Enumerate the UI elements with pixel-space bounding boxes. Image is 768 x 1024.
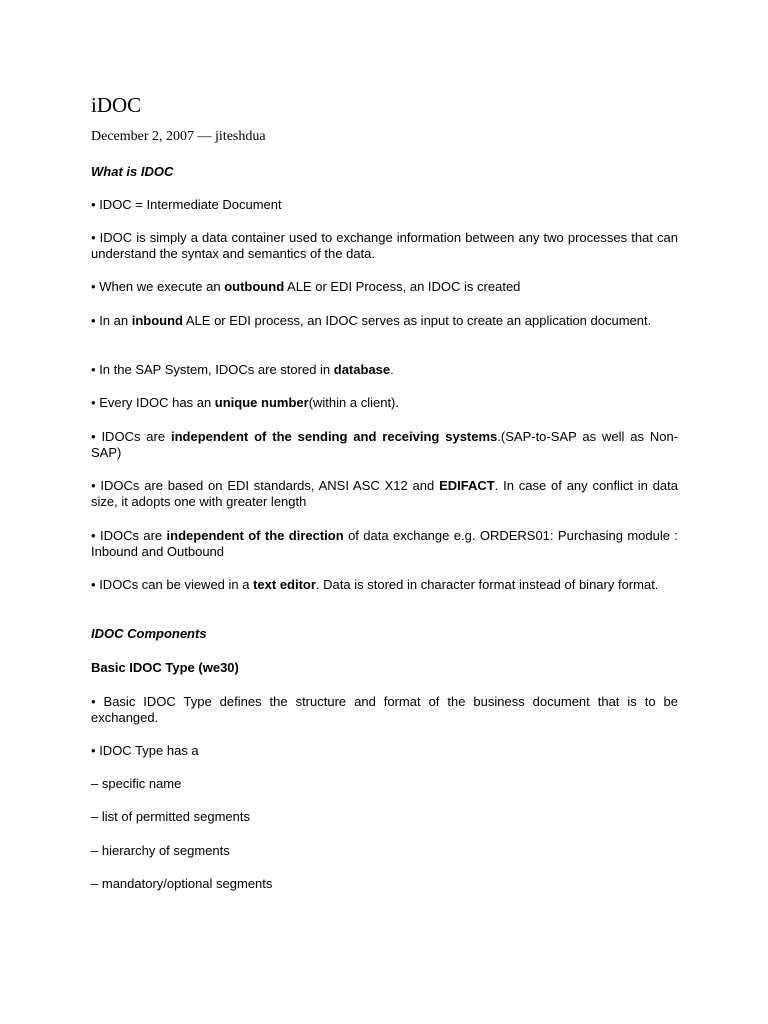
paragraph-4: • In an inbound ALE or EDI process, an IDOC serves as input to create an application document.	[91, 313, 652, 328]
byline-separator: —	[197, 129, 212, 144]
list-item: – hierarchy of segments	[91, 843, 230, 858]
post-date: December 2, 2007	[91, 129, 195, 144]
paragraph-11: • Basic IDOC Type defines the structure and format of the business document that is to be exchanged.	[91, 694, 678, 725]
list-item: – mandatory/optional segments	[91, 876, 273, 891]
section-heading-components: IDOC Components	[91, 626, 207, 641]
paragraph-5: • In the SAP System, IDOCs are stored in database.	[91, 362, 394, 377]
post-byline	[91, 129, 266, 145]
paragraph-9: • IDOCs are independent of the direction of data exchange e.g. ORDERS01: Purchasing module : Inbound and Outbound	[91, 528, 678, 559]
list-item: – specific name	[91, 776, 182, 791]
paragraph-10: • IDOCs can be viewed in a text editor. Data is stored in character format instead of binary format.	[91, 577, 659, 592]
section-heading-what-is: What is IDOC	[91, 164, 174, 179]
paragraph-2: • IDOC is simply a data container used to exchange information between any two processes that can understand the syntax and semantics of the data.	[91, 230, 678, 261]
section-heading-basic-type: Basic IDOC Type (we30)	[91, 660, 239, 675]
paragraph-12: • IDOC Type has a	[91, 743, 199, 758]
post-author[interactable]: jiteshdua	[215, 129, 266, 144]
paragraph-8: • IDOCs are based on EDI standards, ANSI ASC X12 and EDIFACT. In case of any conflict in data size, it adopts one with greater length	[91, 478, 678, 509]
paragraph-6: • Every IDOC has an unique number(within a client).	[91, 395, 399, 410]
list-item: – list of permitted segments	[91, 809, 250, 824]
paragraph-1: • IDOC = Intermediate Document	[91, 197, 282, 212]
paragraph-7: • IDOCs are independent of the sending and receiving systems.(SAP-to-SAP as well as Non-SAP)	[91, 429, 679, 460]
paragraph-3: • When we execute an outbound ALE or EDI Process, an IDOC is created	[91, 279, 521, 294]
post-title: iDOC	[91, 93, 142, 117]
